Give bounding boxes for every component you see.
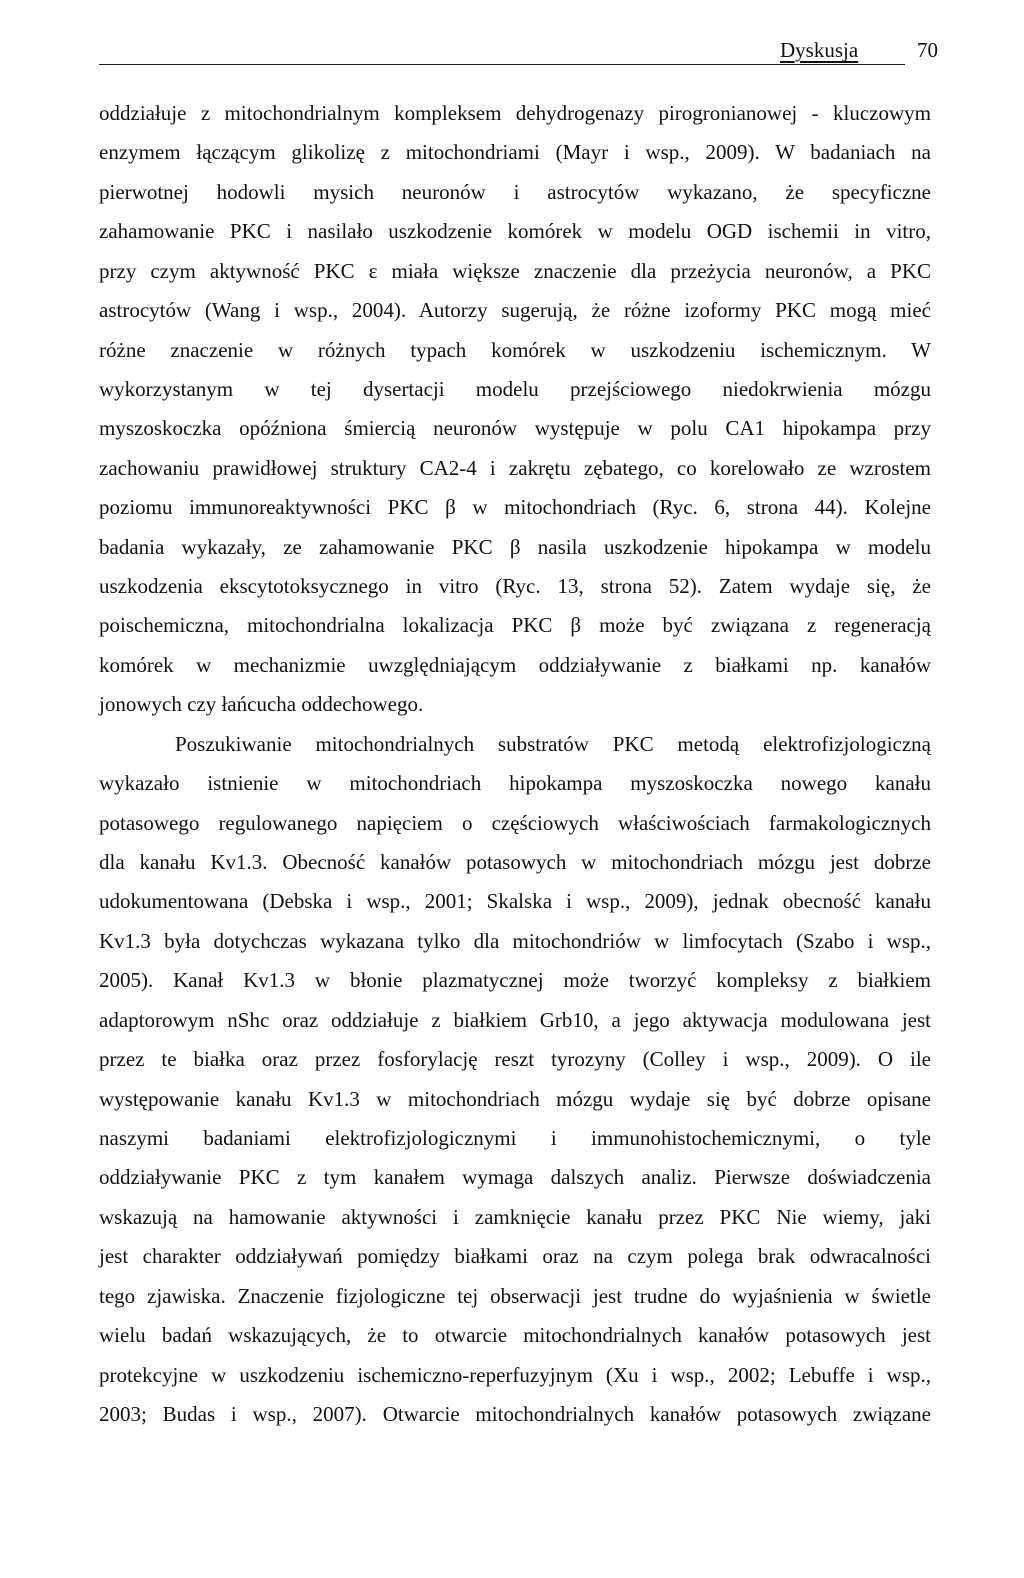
text-line: oddziaływanie PKC z tym kanałem wymaga dalszych analiz. Pierwsze doświadczenia xyxy=(99,1165,931,1190)
text-line: występowanie kanału Kv1.3 w mitochondriach mózgu wydaje się być dobrze opisane xyxy=(99,1086,931,1111)
text-line: przez te białka oraz przez fosforylację reszt tyrozyny (Colley i wsp., 2009). O ile xyxy=(99,1047,931,1072)
text-line: badania wykazały, ze zahamowanie PKC β nasila uszkodzenie hipokampa w modelu xyxy=(99,534,931,559)
text-line: jest charakter oddziaływań pomiędzy białkami oraz na czym polega brak odwracalności xyxy=(99,1244,931,1269)
text-line: dla kanału Kv1.3. Obecność kanałów potasowych w mitochondriach mózgu jest dobrze xyxy=(99,850,931,875)
text-line: zachowaniu prawidłowej struktury CA2-4 i zakrętu zębatego, co korelowało ze wzrostem xyxy=(99,455,931,480)
text-line: oddziałuje z mitochondrialnym kompleksem dehydrogenazy pirogronianowej - kluczowym xyxy=(99,101,931,125)
page-number: 70 xyxy=(917,38,938,62)
text-line: wykazało istnienie w mitochondriach hipokampa myszoskoczka nowego kanału xyxy=(99,771,931,796)
text-line: wskazują na hamowanie aktywności i zamknięcie kanału przez PKC Nie wiemy, jaki xyxy=(99,1204,931,1229)
text-line: potasowego regulowanego napięciem o częściowych właściwościach farmakologicznych xyxy=(99,810,931,835)
text-line: poziomu immunoreaktywności PKC β w mitochondriach (Ryc. 6, strona 44). Kolejne xyxy=(99,495,931,520)
text-line: przy czym aktywność PKC ε miała większe znaczenie dla przeżycia neuronów, a PKC xyxy=(99,258,931,283)
text-line: adaptorowym nShc oraz oddziałuje z białkiem Grb10, a jego aktywacja modulowana jest xyxy=(99,1007,931,1032)
header-rule xyxy=(99,64,905,65)
paragraph-last-line: jonowych czy łańcucha oddechowego. xyxy=(99,692,424,717)
body-text xyxy=(99,94,931,1434)
text-line: poischemiczna, mitochondrialna lokalizacja PKC β może być związana z regeneracją xyxy=(99,613,931,638)
text-line: protekcyjne w uszkodzeniu ischemiczno-reperfuzyjnym (Xu i wsp., 2002; Lebuffe i wsp., xyxy=(99,1362,931,1387)
paragraph-first-line: Poszukiwanie mitochondrialnych substratów PKC metodą elektrofizjologiczną xyxy=(175,731,931,756)
text-line: wykorzystanym w tej dysertacji modelu przejściowego niedokrwienia mózgu xyxy=(99,376,931,401)
text-line: udokumentowana (Debska i wsp., 2001; Skalska i wsp., 2009), jednak obecność kanału xyxy=(99,889,931,914)
text-line: myszoskoczka opóźniona śmiercią neuronów występuje w polu CA1 hipokampa przy xyxy=(99,416,931,441)
text-line: naszymi badaniami elektrofizjologicznymi i immunohistochemicznymi, o tyle xyxy=(99,1125,931,1150)
text-line: 2005). Kanał Kv1.3 w błonie plazmatycznej może tworzyć kompleksy z białkiem xyxy=(99,968,931,993)
text-line: różne znaczenie w różnych typach komórek w uszkodzeniu ischemicznym. W xyxy=(99,337,931,362)
text-line: 2003; Budas i wsp., 2007). Otwarcie mitochondrialnych kanałów potasowych związane xyxy=(99,1401,931,1426)
text-line: wielu badań wskazujących, że to otwarcie mitochondrialnych kanałów potasowych jest xyxy=(99,1323,931,1348)
text-line: uszkodzenia ekscytotoksycznego in vitro (Ryc. 13, strona 52). Zatem wydaje się, że xyxy=(99,574,931,599)
text-line: komórek w mechanizmie uwzględniającym oddziaływanie z białkami np. kanałów xyxy=(99,652,931,677)
text-line: enzymem łączącym glikolizę z mitochondriami (Mayr i wsp., 2009). W badaniach na xyxy=(99,140,931,165)
text-line: pierwotnej hodowli mysich neuronów i astrocytów wykazano, że specyficzne xyxy=(99,179,931,204)
text-line: zahamowanie PKC i nasilało uszkodzenie komórek w modelu OGD ischemii in vitro, xyxy=(99,219,931,244)
text-line: astrocytów (Wang i wsp., 2004). Autorzy sugerują, że różne izoformy PKC mogą mieć xyxy=(99,298,931,323)
running-header-section: Dyskusja xyxy=(780,38,859,62)
text-line: tego zjawiska. Znaczenie fizjologiczne tej obserwacji jest trudne do wyjaśnienia w świetle xyxy=(99,1283,931,1308)
text-line: Kv1.3 była dotychczas wykazana tylko dla mitochondriów w limfocytach (Szabo i wsp., xyxy=(99,928,931,953)
